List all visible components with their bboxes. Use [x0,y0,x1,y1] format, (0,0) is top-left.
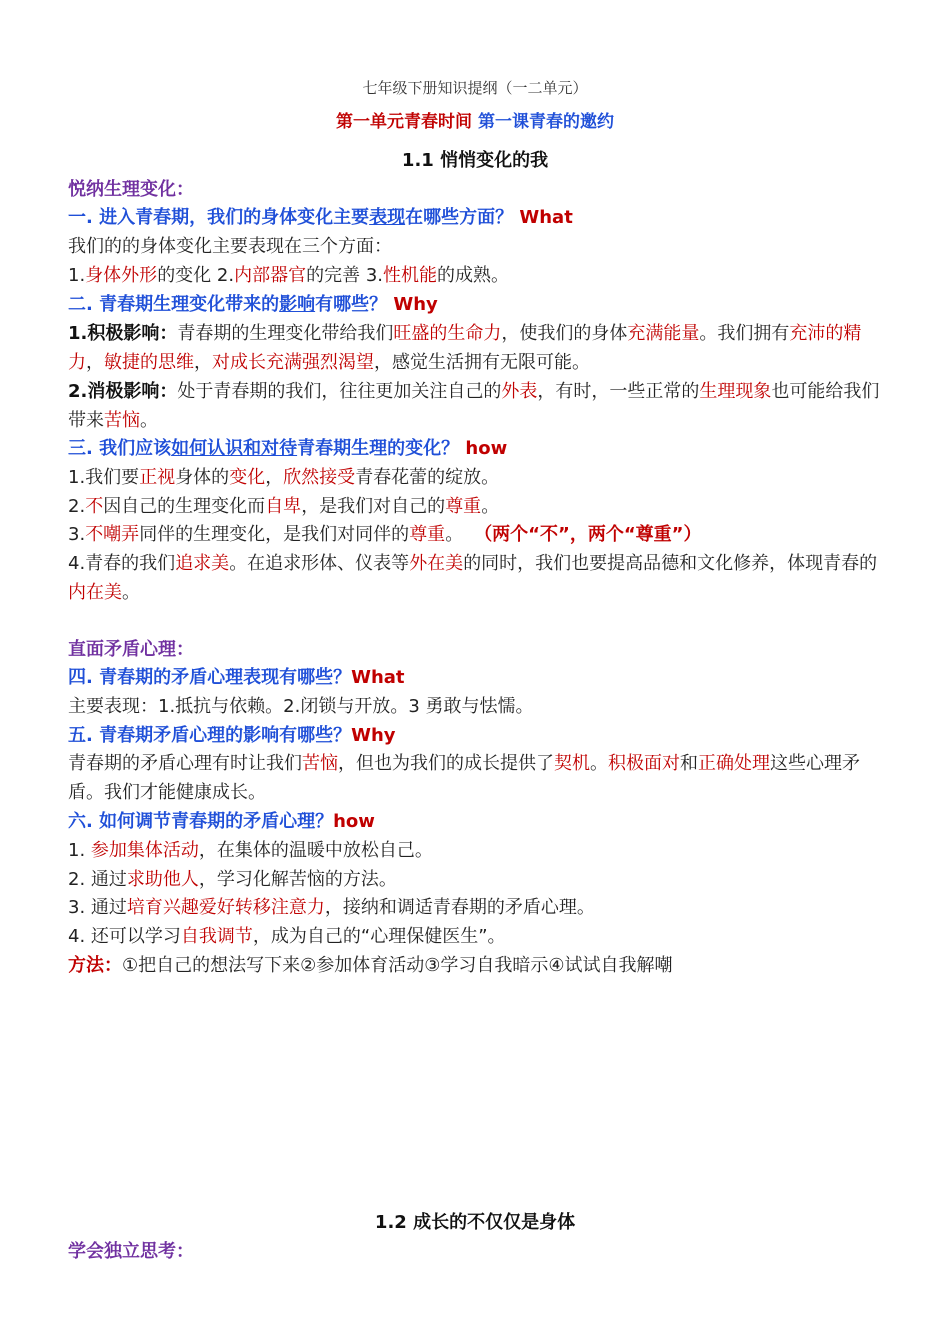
question-3 [68,434,884,463]
section-heading-a: 悦纳生理变化： [68,179,194,200]
a6-text: ，学习化解苦恼的方法。 [198,869,397,890]
a3-highlight: 不 [85,496,104,517]
q2-underline: 影响 [279,294,316,315]
a6-highlight: 求助他人 [126,869,199,890]
a1-highlight: 性机能 [383,265,437,286]
question-1 [68,203,884,232]
a2-text: ，使我们的身体 [501,323,628,344]
a5-text: 青春期的矛盾心理有时让我们 [68,753,302,774]
question-2 [68,290,884,319]
q3-tag: how [465,438,508,459]
q3-text: 三. 我们应该 [68,438,172,459]
a2n-text: 也可能给我们带来 [68,381,880,431]
unit-title [0,108,950,137]
a5-text: ，但也为我们的成长提供了 [338,753,554,774]
a2-highlight: 敏捷的思维 [104,352,194,373]
q3-text-end: 青春期生理的变化？ [297,438,460,459]
answer-4: 主要表现：1.抵抗与依赖。2.闭锁与开放。3 勇敢与怯懦。 [68,696,534,717]
q1-text: 一. 进入青春期，我们的身体变化主要 [68,207,370,228]
a5-highlight: 契机 [554,753,590,774]
a1-text: 的成熟。 [437,265,509,286]
a3-highlight: 变化 [229,467,266,488]
q5-tag: Why [351,725,396,746]
answer-6-item-2 [68,865,884,894]
q2-text-end: 有哪些？ [315,294,388,315]
a3-highlight: 追求美 [175,553,230,574]
q3-underline: 如何认识和对待 [171,438,298,459]
answer-6-item-4 [68,922,884,951]
a1-text: 的完善 3. [306,265,383,286]
a3-text: 1.我们要 [68,467,140,488]
a1-highlight: 内部器官 [234,265,307,286]
q6-tag: how [333,811,375,832]
a2-text: 青春期的生理变化带给我们 [177,323,394,344]
a6-highlight: 自我调节 [180,926,253,947]
a1-text: 的变化 2. [157,265,235,286]
a3-text: 3. [68,524,86,545]
answer-3-item-2 [68,492,884,521]
section-heading-c: 学会独立思考： [68,1241,194,1262]
lesson-heading-2: 1.2 成长的不仅仅是身体 [374,1212,576,1233]
answer-1-intro: 我们的的身体变化主要表现在三个方面： [68,236,392,257]
a6-text: ，接纳和调适青春期的矛盾心理。 [324,897,595,918]
a6-text: 1. [68,840,91,861]
a6-highlight: 培育兴趣爱好转移注意力 [126,897,325,918]
a3-highlight: 正视 [139,467,176,488]
method-line [68,951,884,980]
a6-text: 3. 通过 [68,897,127,918]
answer-3-item-1 [68,463,884,492]
a3-text: 。 [481,496,500,517]
a5-text: 和 [680,753,698,774]
question-5 [68,721,884,750]
section-heading-b: 直面矛盾心理： [68,639,194,660]
answer-6-item-3 [68,893,884,922]
a2-text: ，感觉生活拥有无限可能。 [374,352,590,373]
a2n-highlight: 外表 [501,381,538,402]
a2-highlight: 充满能量 [627,323,700,344]
a3-highlight: 外在美 [409,553,464,574]
a2n-highlight: 生理现象 [699,381,772,402]
q4-text: 四. 青春期的矛盾心理表现有哪些？ [68,667,352,688]
unit-title-part2: 第一课青春的邀约 [477,112,614,132]
a1-text: 1. [68,265,86,286]
a3-text: 2. [68,496,86,517]
a2n-text: ，有时，一些正常的 [537,381,700,402]
q6-text: 六. 如何调节青春期的矛盾心理？ [68,811,334,832]
a2-text: 。我们拥有 [699,323,790,344]
a5-highlight: 苦恼 [302,753,338,774]
a5-highlight: 积极面对 [608,753,680,774]
a3-text: 身体的 [175,467,230,488]
method-text: ①把自己的想法写下来②参加体育活动③学习自我暗示④试试自我解嘲 [122,955,673,976]
a3-text: 。 [445,524,464,545]
question-6 [68,807,884,836]
method-label: 方法： [68,955,122,976]
a3-highlight: 自卑 [265,496,302,517]
answer-1-list [68,261,884,290]
a3-text: 。 [122,582,140,603]
q2-text: 二. 青春期生理变化带来的 [68,294,280,315]
a3-highlight: 内在美 [68,582,122,603]
q1-underline: 表现 [369,207,406,228]
lesson-heading-1: 1.1 悄悄变化的我 [401,150,549,171]
question-4 [68,663,884,692]
a3-text: ，是我们对自己的 [301,496,446,517]
a6-text: ，在集体的温暖中放松自己。 [198,840,433,861]
a3-highlight: 欣然接受 [283,467,356,488]
a1-highlight: 身体外形 [85,265,158,286]
unit-title-part1: 第一单元青春时间 [336,112,473,132]
q5-text: 五. 青春期矛盾心理的影响有哪些？ [68,725,352,746]
a5-text: 。 [590,753,608,774]
a3-note: （两个“不”，两个“尊重”） [483,524,702,545]
q4-tag: What [351,667,405,688]
answer-2-positive [68,319,884,377]
q1-tag: What [519,207,573,228]
a3-text: 4.青春的我们 [68,553,176,574]
a2-highlight: 对成长充满强烈渴望 [212,352,374,373]
a6-text: ，成为自己的“心理保健医生”。 [252,926,506,947]
a6-text: 2. 通过 [68,869,127,890]
a3-text: ， [265,467,284,488]
a2n-highlight: 苦恼 [104,410,140,431]
a3-text: 因自己的生理变化而 [103,496,266,517]
a2-neg-label: 2.消极影响： [68,381,178,402]
a3-highlight: 尊重 [445,496,482,517]
a3-highlight: 不嘲弄 [85,524,140,545]
a2-highlight: 旺盛的生命力 [393,323,502,344]
a2n-text: 。 [140,410,158,431]
a6-text: 4. 还可以学习 [68,926,181,947]
q2-tag: Why [393,294,438,315]
a2n-text: 处于青春期的我们，往往更加关注自己的 [177,381,502,402]
q1-text-end: 在哪些方面？ [405,207,514,228]
a3-text: 。在追求形体、仪表等 [229,553,410,574]
document-title: 七年级下册知识提纲（一二单元） [362,79,588,97]
a6-highlight: 参加集体活动 [90,840,199,861]
answer-3-item-3 [68,520,884,549]
answer-5 [68,749,884,807]
answer-6-item-1 [68,836,884,865]
answer-3-item-4 [68,549,884,607]
a2-pos-label: 1.积极影响： [68,323,178,344]
a2-highlight: 充沛的精力 [68,323,862,373]
a3-highlight: 尊重 [409,524,446,545]
answer-2-negative [68,377,884,435]
a3-text: 的同时，我们也要提高品德和文化修养，体现青春的 [463,553,878,574]
a3-text: 同伴的生理变化，是我们对同伴的 [139,524,410,545]
a5-highlight: 正确处理 [698,753,770,774]
a5-text: 这些心理矛盾。我们才能健康成长。 [68,753,860,803]
a2-text: ， [194,352,212,373]
a2-text: ， [86,352,104,373]
a3-text: 青春花蕾的绽放。 [355,467,500,488]
